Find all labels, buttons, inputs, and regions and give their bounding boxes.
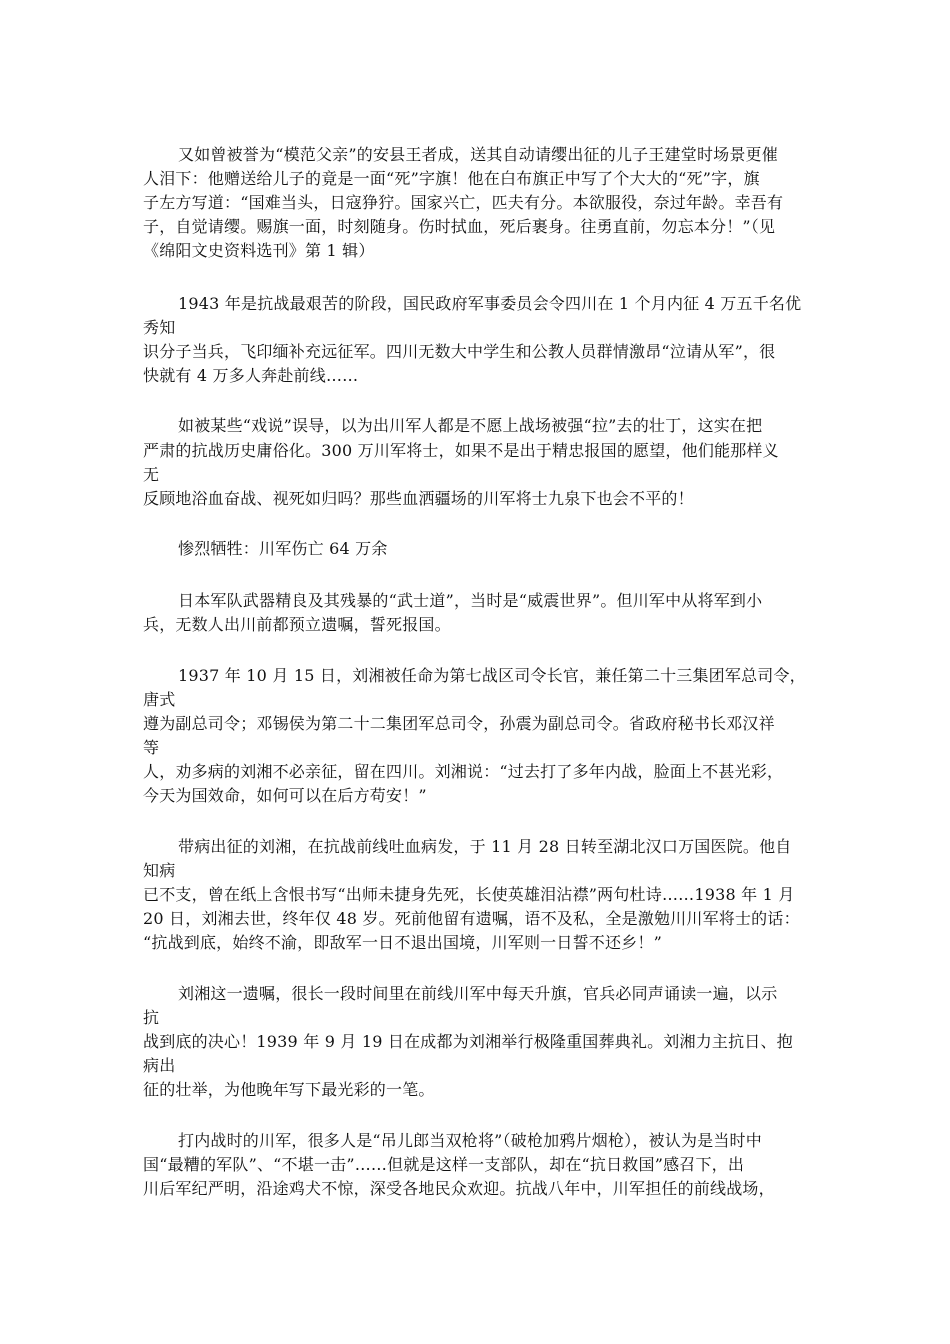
text-line: 抗 (143, 1008, 160, 1027)
text-line: 川后军纪严明，沿途鸡犬不惊，深受各地民众欢迎。抗战八年中，川军担任的前线战场， (143, 1179, 775, 1198)
text-line: 人泪下：他赠送给儿子的竟是一面“死”字旗！他在白布旗正中写了个大大的“死”字，旗 (143, 169, 760, 188)
text-line: 唐式 (143, 690, 176, 709)
text-line: 遵为副总司令；邓锡侯为第二十二集团军总司令，孙震为副总司令。省政府秘书长邓汉祥 (143, 714, 775, 733)
text-line: 严肃的抗战历史庸俗化。300 万川军将士，如果不是出于精忠报国的愿望，他们能那样义 (143, 441, 779, 460)
text-line: 人，劝多病的刘湘不必亲征，留在四川。刘湘说：“过去打了多年内战，脸面上不甚光彩， (143, 762, 784, 781)
text-line: 又如曾被誉为“模范父亲”的安县王者成，送其自动请缨出征的儿子王建堂时场景更催 (178, 145, 778, 164)
text-line: 识分子当兵，飞印缅补充远征军。四川无数大中学生和公教人员群情激昂“泣请从军”，很 (143, 342, 776, 361)
text-line: 刘湘这一遗嘱，很长一段时间里在前线川军中每天升旗，官兵必同声诵读一遍，以示 (178, 984, 778, 1003)
text-line: 子左方写道：“国难当头，日寇狰狞。国家兴亡，匹夫有分。本欲服役，奈过年龄。幸吾有 (143, 193, 784, 212)
text-line: 20 日，刘湘去世，终年仅 48 岁。死前他留有遗嘱，语不及私，全是激勉川川军将士的话： (143, 909, 800, 928)
text-line: 打内战时的川军，很多人是“吊儿郎当双枪将”（破枪加鸦片烟枪），被认为是当时中 (178, 1131, 762, 1150)
text-line: 今天为国效命，如何可以在后方苟安！” (143, 786, 427, 805)
text-line: 兵，无数人出川前都预立遗嘱，誓死报国。 (143, 615, 451, 634)
text-line: 病出 (143, 1056, 176, 1075)
text-line: 已不支，曾在纸上含恨书写“出师未捷身先死，长使英雄泪沾襟”两句杜诗……1938 年 1 月 (143, 885, 795, 904)
text-line: 国“最糟的军队”、“不堪一击”……但就是这样一支部队，却在“抗日救国”感召下，出 (143, 1155, 745, 1174)
text-line: 知病 (143, 861, 176, 880)
text-line: 无 (143, 465, 160, 484)
text-line: “抗战到底，始终不渝，即敌军一日不退出国境，川军则一日誓不还乡！” (143, 933, 662, 952)
text-line: 反顾地浴血奋战、视死如归吗？那些血洒疆场的川军将士九泉下也会不平的！ (143, 489, 694, 508)
text-line: 如被某些“戏说”误导，以为出川军人都是不愿上战场被强“拉”去的壮丁，这实在把 (178, 416, 763, 435)
text-line: 《绵阳文史资料选刊》第 1 辑） (143, 241, 375, 260)
text-line: 战到底的决心！1939 年 9 月 19 日在成都为刘湘举行极隆重国葬典礼。刘湘力主抗日、抱 (143, 1032, 793, 1051)
text-line: 秀知 (143, 318, 176, 337)
text-line: 快就有 4 万多人奔赴前线…… (143, 366, 359, 385)
text-line: 1937 年 10 月 15 日，刘湘被任命为第七战区司令长官，兼任第二十三集团军总司令， (178, 666, 806, 685)
text-line: 等 (143, 738, 160, 757)
text-line: 征的壮举，为他晚年写下最光彩的一笔。 (143, 1080, 435, 1099)
text-line: 子，自觉请缨。赐旗一面，时刻随身。伤时拭血，死后裹身。往勇直前，勿忘本分！”（见 (143, 217, 776, 236)
text-line: 带病出征的刘湘，在抗战前线吐血病发，于 11 月 28 日转至湖北汉口万国医院。他自 (178, 837, 792, 856)
text-line: 日本军队武器精良及其残暴的“武士道”，当时是“威震世界”。但川军中从将军到小 (178, 591, 763, 610)
text-line: 1943 年是抗战最艰苦的阶段，国民政府军事委员会令四川在 1 个月内征 4 万五千名优 (178, 294, 802, 313)
section-heading: 惨烈牺牲：川军伤亡 64 万余 (178, 539, 388, 558)
